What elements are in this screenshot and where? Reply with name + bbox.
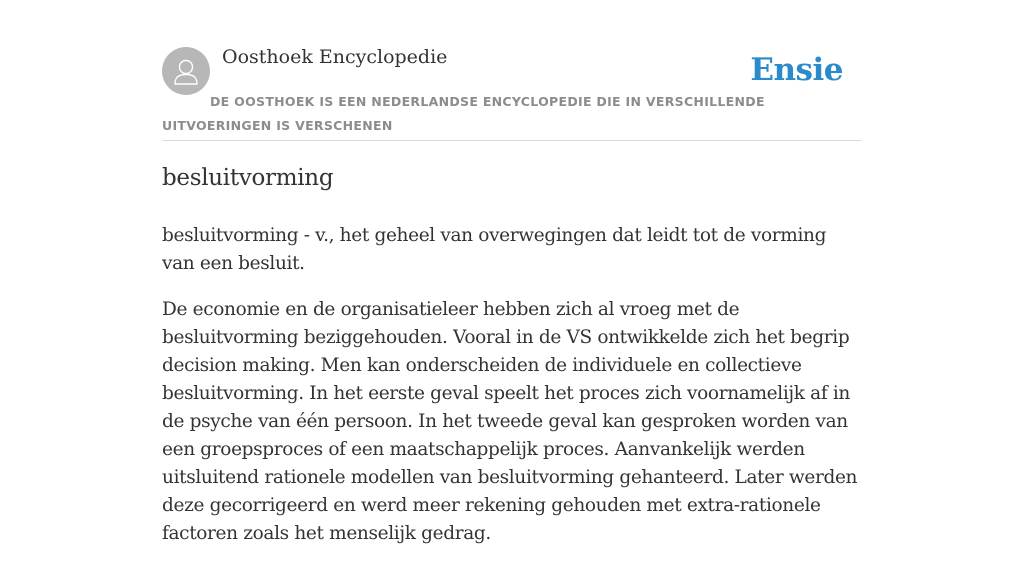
source-tagline: DE OOSTHOEK IS EEN NEDERLANDSE ENCYCLOPEDIE DIE IN VERSCHILLENDE UITVOERINGEN IS VERSCHENEN [162,94,765,133]
article-definition: besluitvorming - v., het geheel van overwegingen dat leidt tot de vorming van een besluit. [162,225,827,274]
article-title: besluitvorming [162,165,334,191]
user-avatar-icon[interactable] [162,47,210,95]
source-header [162,44,862,141]
ensie-logo[interactable]: Ensie [750,52,843,88]
source-name[interactable]: Oosthoek Encyclopedie [222,46,448,68]
article [162,160,862,566]
article-body: De economie en de organisatieleer hebben zich al vroeg met de besluitvorming beziggehouden. Vooral in de VS ontwikkelde zich het begrip decision making. Men kan onderscheiden de individuele en collectieve besluitvorming. In het eerste geval speelt het proces zich voornamelijk af in de psyche van één persoon. In het tweede geval kan gesproken worden van een groepsproces of een maatschappelijk proces. Aanvankelijk werden uitsluitend rationele modellen van besluitvorming gehanteerd. Later werden deze gecorrigeerd en werd meer rekening gehouden met extra-rationele factoren zoals het menselijk gedrag. [162,299,858,544]
